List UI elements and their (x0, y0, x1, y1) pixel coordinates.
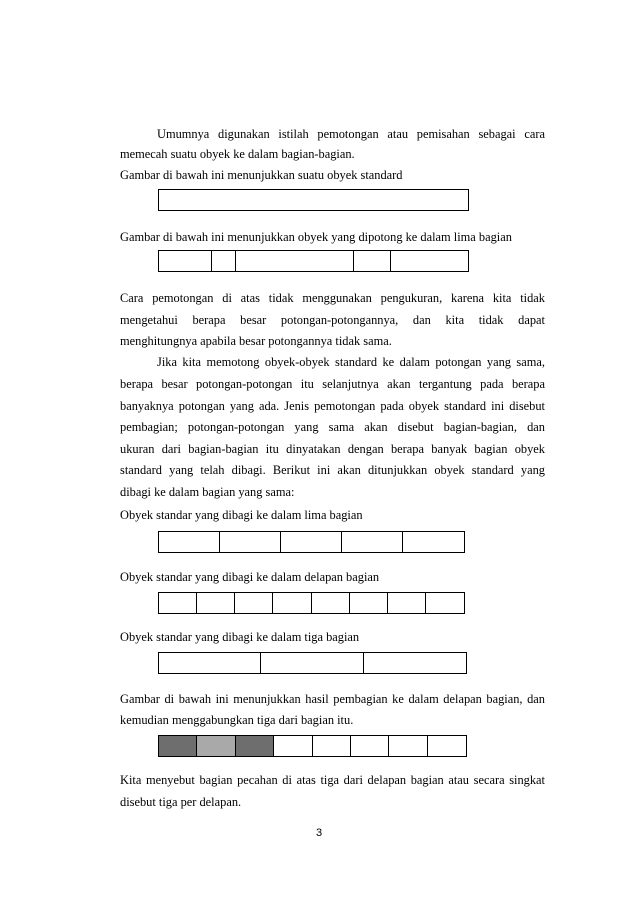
bar-segment (236, 736, 274, 756)
cara-line-3: menghitungnya apabila besar potongannya tidak sama. (120, 334, 392, 348)
bar-segment (313, 736, 351, 756)
jika-line-5: ukuran dari bagian-bagian itu dinyatakan dengan berapa banyak bagian obyek (120, 442, 545, 456)
final-line-1: Kita menyebut bagian pecahan di atas tiga dari delapan bagian atau secara singkat (120, 773, 545, 787)
final-line-2: disebut tiga per delapan. (120, 795, 242, 809)
cara-line-2: mengetahui berapa besar potongan-potongannya, dan kita tidak dapat (120, 313, 545, 327)
unequal-cut-caption: Gambar di bawah ini menunjukkan obyek yang dipotong ke dalam lima bagian (120, 230, 512, 244)
eight-equal-parts-bar (158, 592, 465, 614)
five-parts-caption: Obyek standar yang dibagi ke dalam lima bagian (120, 508, 363, 522)
unequal-five-part-bar (158, 250, 469, 272)
jika-line-2: berapa besar potongan-potongan itu selanjutnya akan tergantung pada berapa (120, 377, 545, 391)
bar-segment (274, 736, 312, 756)
standard-object-bar (158, 189, 469, 211)
combine-line-1: Gambar di bawah ini menunjukkan hasil pembagian ke dalam delapan bagian, dan (120, 692, 545, 706)
bar-segment (159, 251, 212, 271)
bar-segment (388, 593, 426, 613)
jika-line-6: standard yang telah dibagi. Berikut ini akan ditunjukkan obyek standard yang (120, 463, 545, 477)
bar-segment (236, 251, 353, 271)
bar-segment (281, 532, 342, 552)
bar-segment (197, 593, 235, 613)
bar-segment (273, 593, 311, 613)
intro-line-1: Umumnya digunakan istilah pemotongan atau pemisahan sebagai cara (157, 127, 545, 141)
bar-segment (197, 736, 235, 756)
bar-segment (391, 251, 468, 271)
bar-segment (342, 532, 403, 552)
bar-segment (312, 593, 350, 613)
jika-line-7: dibagi ke dalam bagian yang sama: (120, 485, 295, 499)
bar-segment (364, 653, 466, 673)
bar-segment (261, 653, 363, 673)
bar-segment (159, 736, 197, 756)
bar-segment (403, 532, 464, 552)
bar-segment (426, 593, 464, 613)
cara-line-1: Cara pemotongan di atas tidak menggunakan pengukuran, karena kita tidak (120, 291, 545, 305)
bar-segment (389, 736, 427, 756)
bar-segment (159, 532, 220, 552)
standard-object-caption: Gambar di bawah ini menunjukkan suatu obyek standard (120, 168, 403, 182)
bar-segment (351, 736, 389, 756)
bar-segment (159, 593, 197, 613)
bar-segment (220, 532, 281, 552)
three-equal-parts-bar (158, 652, 467, 674)
bar-segment (428, 736, 466, 756)
bar-segment (350, 593, 388, 613)
combine-line-2: kemudian menggabungkan tiga dari bagian itu. (120, 713, 354, 727)
three-eighths-shaded-bar (158, 735, 467, 757)
intro-line-2: memecah suatu obyek ke dalam bagian-bagian. (120, 147, 355, 161)
five-equal-parts-bar (158, 531, 465, 553)
bar-segment (212, 251, 237, 271)
bar-segment (354, 251, 391, 271)
page-number: 3 (315, 827, 323, 839)
three-parts-caption: Obyek standar yang dibagi ke dalam tiga bagian (120, 630, 360, 644)
jika-line-1: Jika kita memotong obyek-obyek standard ke dalam potongan yang sama, (157, 355, 545, 369)
bar-segment (235, 593, 273, 613)
bar-segment (159, 653, 261, 673)
jika-line-3: banyaknya potongan yang ada. Jenis pemotongan pada obyek standard ini disebut (120, 399, 545, 413)
jika-line-4: pembagian; potongan-potongan yang sama akan disebut bagian-bagian, dan (120, 420, 545, 434)
eight-parts-caption: Obyek standar yang dibagi ke dalam delapan bagian (120, 570, 380, 584)
